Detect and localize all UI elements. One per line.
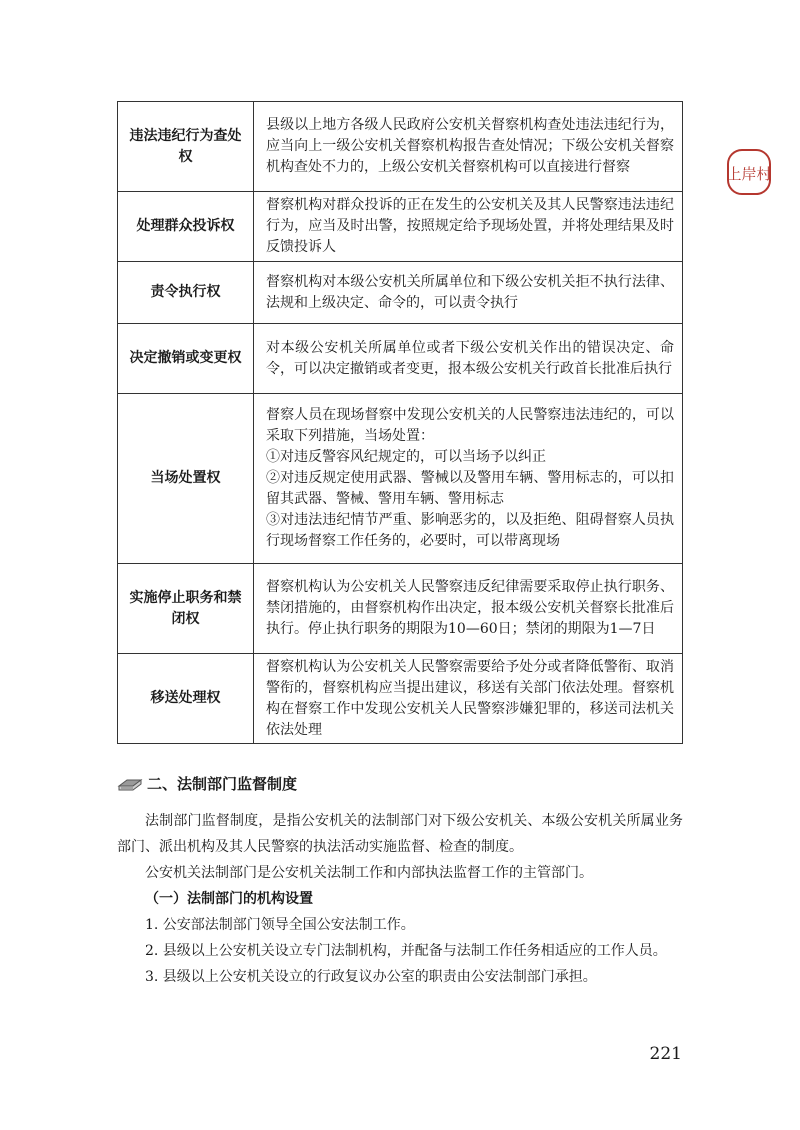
power-description: 县级以上地方各级人民政府公安机关督察机构查处违法违纪行为，应当向上一级公安机关督察机构报告查处情况；下级公安机关督察机构查处不力的，上级公安机关督察机构可以直接进行督察 xyxy=(254,102,683,192)
power-description: 督察机构对群众投诉的正在发生的公安机关及其人民警察违法违纪行为，应当及时出警，按照规定给予现场处置，并将处理结果及时反馈投诉人 xyxy=(254,192,683,262)
power-name: 实施停止职务和禁闭权 xyxy=(118,564,254,654)
power-name: 移送处理权 xyxy=(118,654,254,744)
page-number: 221 xyxy=(649,1044,682,1064)
seal-text: 上岸村 xyxy=(726,165,772,183)
paragraph: 法制部门监督制度，是指公安机关的法制部门对下级公安机关、本级公安机关所属业务部门、派出机构及其人民警察的执法活动实施监督、检查的制度。 xyxy=(117,813,683,855)
book-icon xyxy=(117,776,143,792)
power-description: 督察机构认为公安机关人民警察需要给予处分或者降低警衔、取消警衔的，督察机构应当提出建议，移送有关部门依法处理。督察机构在督察工作中发现公安机关人民警察涉嫌犯罪的，移送司法机关依法处理 xyxy=(254,654,683,744)
section-heading-text: 二、法制部门监督制度 xyxy=(147,775,298,793)
power-description: 督察机构认为公安机关人民警察违反纪律需要采取停止执行职务、禁闭措施的，由督察机构作出决定，报本级公安机关督察长批准后执行。停止执行职务的期限为10—60日；禁闭的期限为1—7日 xyxy=(254,564,683,654)
body-text xyxy=(117,808,683,990)
list-item: 1. 公安部法制部门领导全国公安法制工作。 xyxy=(145,917,415,933)
power-name: 决定撤销或变更权 xyxy=(118,324,254,394)
power-name: 当场处置权 xyxy=(118,394,254,564)
seal-stamp-icon xyxy=(726,148,772,196)
power-name: 违法违纪行为查处权 xyxy=(118,102,254,192)
table-row xyxy=(118,654,683,744)
list-item: 3. 县级以上公安机关设立的行政复议办公室的职责由公安法制部门承担。 xyxy=(145,969,597,985)
subheading: （一）法制部门的机构设置 xyxy=(145,891,313,907)
table-row xyxy=(118,192,683,262)
power-description: 对本级公安机关所属单位或者下级公安机关作出的错误决定、命令，可以决定撤销或者变更，报本级公安机关行政首长批准后执行 xyxy=(254,324,683,394)
paragraph: 公安机关法制部门是公安机关法制工作和内部执法监督工作的主管部门。 xyxy=(145,865,593,881)
power-description: 督察机构对本级公安机关所属单位和下级公安机关拒不执行法律、法规和上级决定、命令的，可以责令执行 xyxy=(254,262,683,324)
power-description: 督察人员在现场督察中发现公安机关的人民警察违法违纪的，可以采取下列措施，当场处置： ①对违反警容风纪规定的，可以当场予以纠正 ②对违反规定使用武器、警械以及警用车辆、警用标志的，可以扣留其武器、警械、警用车辆、警用标志 ③对违法违纪情节严重、影响恶劣的，以及拒绝、阻碍督察人员执行现场督察工作任务的，必要时，可以带离现场 xyxy=(254,394,683,564)
list-item: 2. 县级以上公安机关设立专门法制机构，并配备与法制工作任务相适应的工作人员。 xyxy=(145,943,667,959)
section-heading xyxy=(117,773,297,794)
powers-table xyxy=(117,101,683,744)
table-row xyxy=(118,262,683,324)
table-row xyxy=(118,394,683,564)
table-row xyxy=(118,564,683,654)
power-name: 处理群众投诉权 xyxy=(118,192,254,262)
table-row xyxy=(118,324,683,394)
table-row xyxy=(118,102,683,192)
power-name: 责令执行权 xyxy=(118,262,254,324)
